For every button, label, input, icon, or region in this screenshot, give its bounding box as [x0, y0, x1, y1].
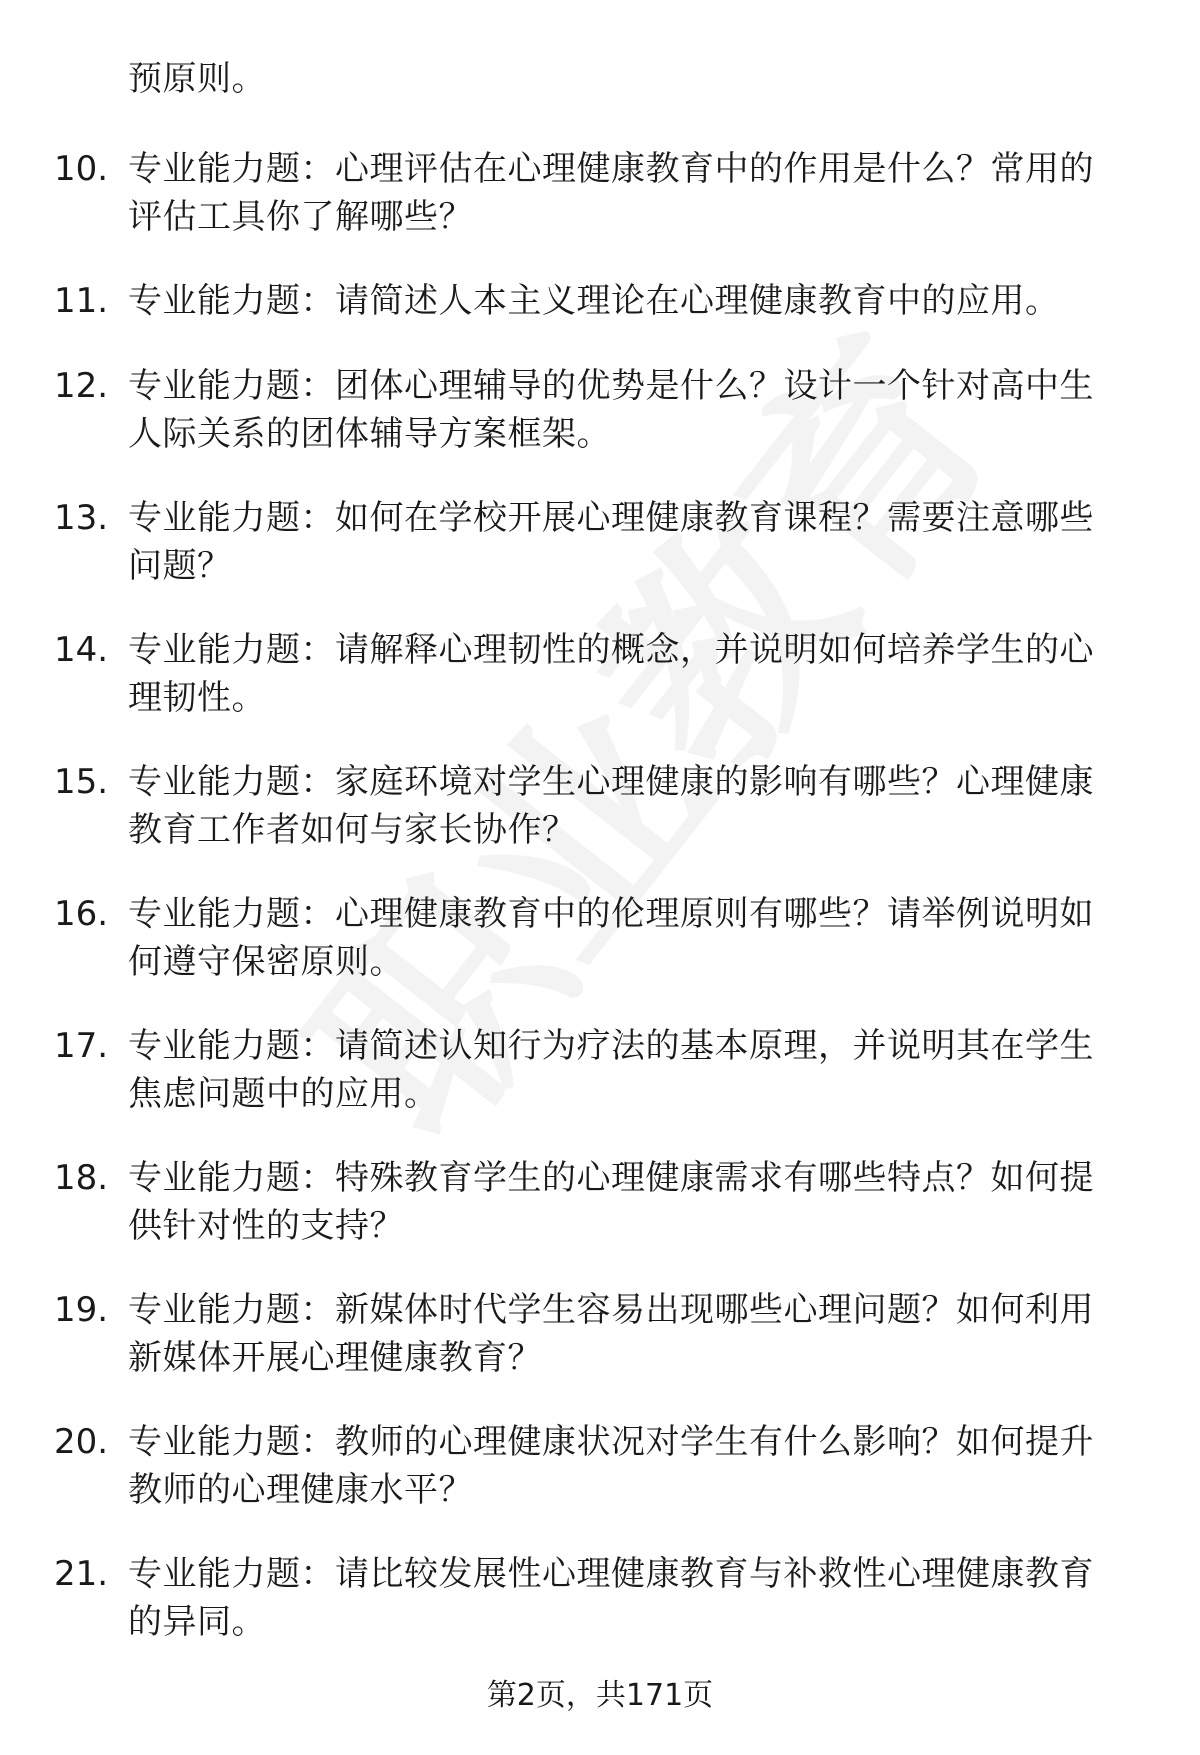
question-line: 的异同。 [128, 1602, 266, 1642]
question-line: 焦虑问题中的应用。 [128, 1074, 439, 1114]
continuation-line: 预原则。 [128, 59, 266, 99]
page-footer: 第2页，共171页 [486, 1678, 714, 1713]
question-line: 理韧性。 [128, 678, 266, 718]
question-line: 何遵守保密原则。 [128, 942, 404, 982]
question-number: 12. [54, 366, 109, 406]
question-line: 专业能力题：教师的心理健康状况对学生有什么影响？如何提升 [128, 1422, 1094, 1462]
question-line: 教育工作者如何与家长协作？ [128, 810, 577, 850]
question-number: 21. [54, 1554, 109, 1594]
question-number: 18. [54, 1158, 109, 1198]
question-line: 评估工具你了解哪些？ [128, 197, 473, 237]
question-line: 新媒体开展心理健康教育？ [128, 1338, 542, 1378]
question-number: 15. [54, 762, 109, 802]
question-line: 专业能力题：请简述人本主义理论在心理健康教育中的应用。 [128, 281, 1060, 321]
question-number: 13. [54, 498, 109, 538]
question-line: 专业能力题：特殊教育学生的心理健康需求有哪些特点？如何提 [128, 1158, 1094, 1198]
question-line: 专业能力题：请解释心理韧性的概念，并说明如何培养学生的心 [128, 630, 1094, 670]
question-number: 14. [54, 630, 109, 670]
question-number: 16. [54, 894, 109, 934]
question-number: 17. [54, 1026, 109, 1066]
question-number: 10. [54, 149, 109, 189]
question-line: 供针对性的支持？ [128, 1206, 404, 1246]
question-line: 专业能力题：团体心理辅导的优势是什么？设计一个针对高中生 [128, 366, 1094, 406]
question-line: 专业能力题：心理健康教育中的伦理原则有哪些？请举例说明如 [128, 894, 1094, 934]
question-line: 人际关系的团体辅导方案框架。 [128, 414, 611, 454]
question-line: 专业能力题：如何在学校开展心理健康教育课程？需要注意哪些 [128, 498, 1094, 538]
question-number: 11. [54, 281, 109, 321]
question-line: 教师的心理健康水平？ [128, 1470, 473, 1510]
question-line: 专业能力题：请比较发展性心理健康教育与补救性心理健康教育 [128, 1554, 1094, 1594]
question-line: 专业能力题：家庭环境对学生心理健康的影响有哪些？心理健康 [128, 762, 1094, 802]
question-number: 19. [54, 1290, 109, 1330]
question-line: 专业能力题：请简述认知行为疗法的基本原理，并说明其在学生 [128, 1026, 1094, 1066]
question-line: 专业能力题：心理评估在心理健康教育中的作用是什么？常用的 [128, 149, 1094, 189]
question-number: 20. [54, 1422, 109, 1462]
question-line: 问题？ [128, 546, 232, 586]
question-line: 专业能力题：新媒体时代学生容易出现哪些心理问题？如何利用 [128, 1290, 1094, 1330]
